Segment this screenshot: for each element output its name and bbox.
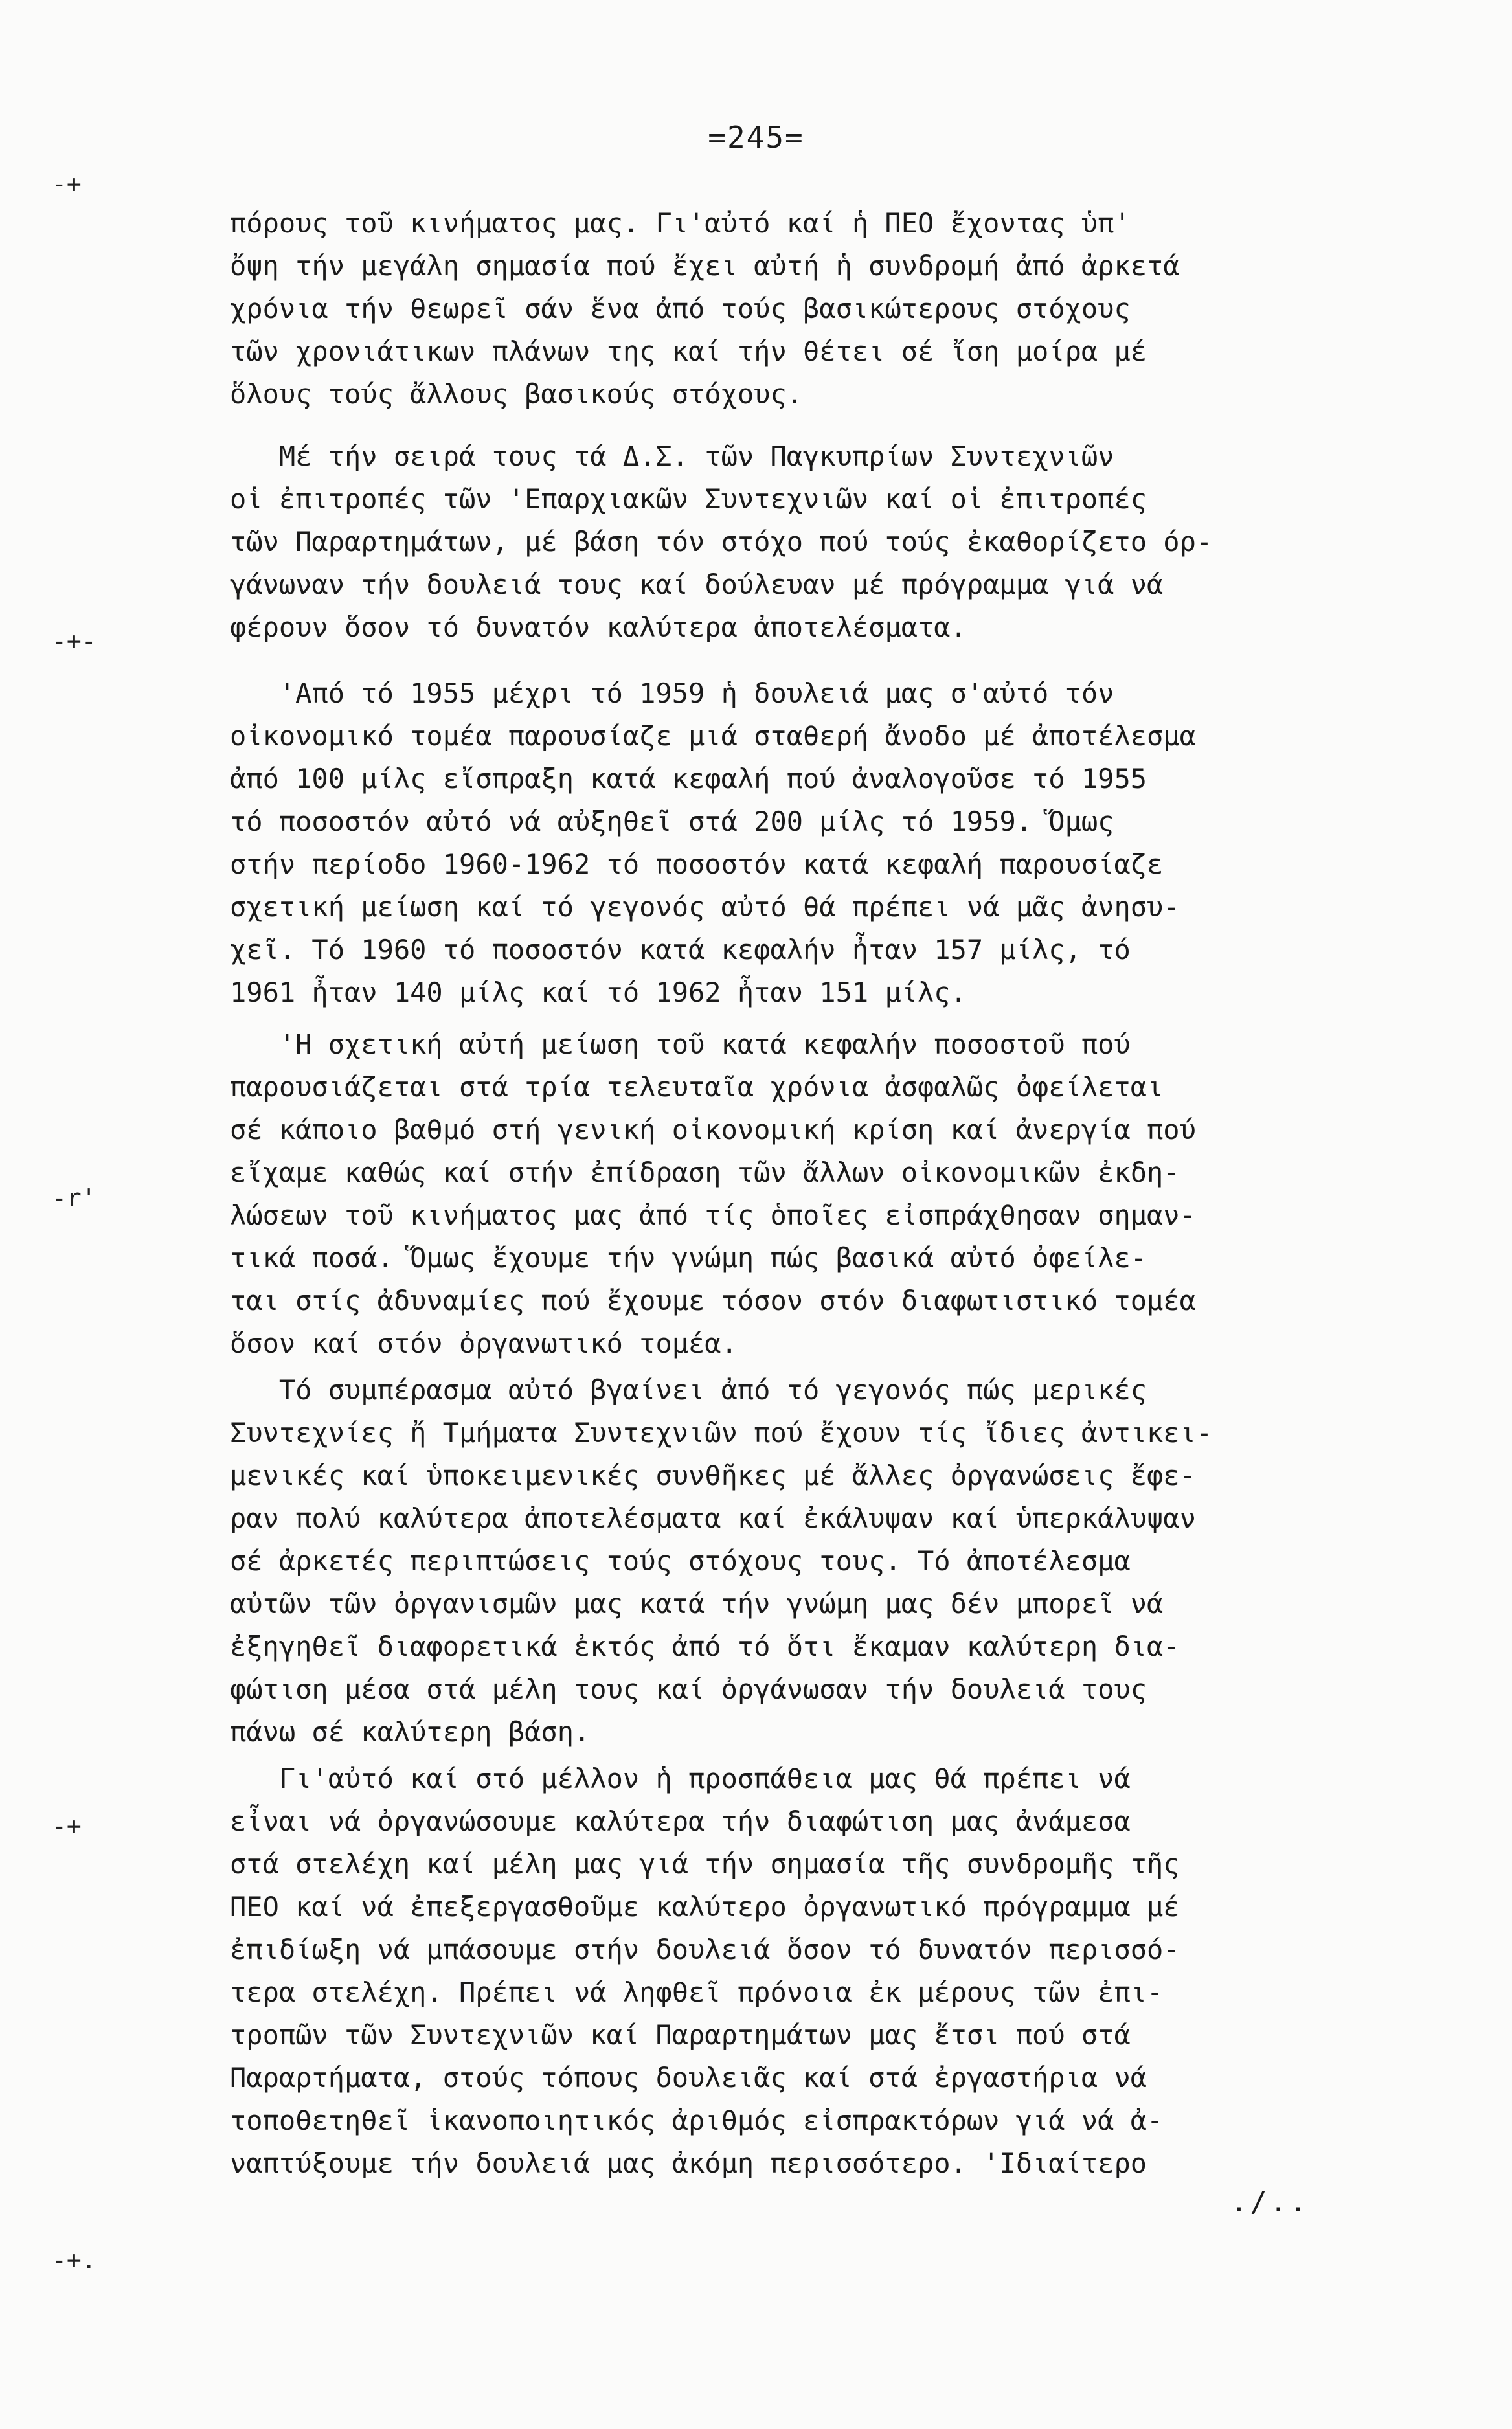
margin-mark: -+-: [52, 627, 96, 655]
paragraph: Μέ τήν σειρά τους τά Δ.Σ. τῶν Παγκυπρίων Συντεχνιῶν οἱ ἐπιτροπές τῶν 'Επαρχιακῶν Συντεχνιῶν καί οἱ ἐπιτροπές τῶν Παραρτημάτων, μέ βάση τόν στόχο πού τούς ἐκαθορίζετο όρ- γάνωναν τήν δουλειά τους καί δούλευαν μέ πρόγραμμα γιά νά φέρουν ὅσον τό δυνατόν καλύτερα ἀποτελέσματα.: [230, 440, 1213, 643]
paragraph: πόρους τοῦ κινήματος μας. Γι'αὐτό καί ἡ ΠΕΟ ἔχοντας ὑπ' ὄψη τήν μεγάλη σημασία πού ἔχει αὐτή ἡ συνδρομή ἀπό ἀρκετά χρόνια τήν θεωρεῖ σάν ἕνα ἀπό τούς βασικώτερους στόχους τῶν χρονιάτικων πλάνων της καί τήν θέτει σέ ἴση μοίρα μέ ὅλους τούς ἄλλους βασικούς στόχους.: [230, 207, 1180, 410]
page-number: =245=: [708, 120, 804, 155]
continuation-mark: ./..: [1230, 2186, 1309, 2219]
margin-mark: -+: [52, 1812, 82, 1840]
paragraph: Τό συμπέρασμα αὐτό βγαίνει ἀπό τό γεγονός πώς μερικές Συντεχνίες ἤ Τμήματα Συντεχνιῶν πού ἔχουν τίς ἴδιες ἀντικει- μενικές καί ὑποκειμενικές συνθῆκες μέ ἄλλες ὀργανώσεις ἔφε- ραν πολύ καλύτερα ἀποτελέσματα καί ἐκάλυψαν καί ὑπερκάλυψαν σέ ἀρκετές περιπτώσεις τούς στόχους τους. Τό ἀποτέλεσμα αὐτῶν τῶν ὀργανισμῶν μας κατά τήν γνώμη μας δέν μπορεῖ νά ἐξηγηθεῖ διαφορετικά ἐκτός ἀπό τό ὅτι ἔκαμαν καλύτερη δια- φώτιση μέσα στά μέλη τους καί ὀργάνωσαν τήν δουλειά τους πάνω σέ καλύτερη βάση.: [230, 1374, 1213, 1748]
margin-mark: -r': [52, 1184, 96, 1212]
paragraph: 'Η σχετική αὐτή μείωση τοῦ κατά κεφαλήν ποσοστοῦ πού παρουσιάζεται στά τρία τελευταῖα χρόνια ἀσφαλῶς ὀφείλεται σέ κάποιο βαθμό στή γενική οἰκονομική κρίση καί ἀνεργία πού εἴχαμε καθώς καί στήν ἐπίδραση τῶν ἄλλων οἰκονομικῶν ἐκδη- λώσεων τοῦ κινήματος μας ἀπό τίς ὁποῖες εἰσπράχθησαν σημαν- τικά ποσά. Ὅμως ἔχουμε τήν γνώμη πώς βασικά αὐτό ὀφείλε- ται στίς ἀδυναμίες πού ἔχουμε τόσον στόν διαφωτιστικό τομέα ὅσον καί στόν ὀργανωτικό τομέα.: [230, 1028, 1196, 1359]
paragraph: 'Από τό 1955 μέχρι τό 1959 ἡ δουλειά μας σ'αὐτό τόν οἰκονομικό τομέα παρουσίαζε μιά σταθερή ἄνοδο μέ ἀποτέλεσμα ἀπό 100 μίλς εἴσπραξη κατά κεφαλή πού ἀναλογοῦσε τό 1955 τό ποσοστόν αὐτό νά αὐξηθεῖ στά 200 μίλς τό 1959. Ὅμως στήν περίοδο 1960-1962 τό ποσοστόν κατά κεφαλή παρουσίαζε σχετική μείωση καί τό γεγονός αὐτό θά πρέπει νά μᾶς ἀνησυ- χεῖ. Τό 1960 τό ποσοστόν κατά κεφαλήν ἦταν 157 μίλς, τό 1961 ἦταν 140 μίλς καί τό 1962 ἦταν 151 μίλς.: [230, 677, 1196, 1008]
margin-mark: -+: [52, 170, 82, 198]
paragraph: Γι'αὐτό καί στό μέλλον ἡ προσπάθεια μας θά πρέπει νά εἶναι νά ὀργανώσουμε καλύτερα τήν διαφώτιση μας ἀνάμεσα στά στελέχη καί μέλη μας γιά τήν σημασία τῆς συνδρομῆς τῆς ΠΕΟ καί νά ἐπεξεργασθοῦμε καλύτερο ὀργανωτικό πρόγραμμα μέ ἐπιδίωξη νά μπάσουμε στήν δουλειά ὅσον τό δυνατόν περισσό- τερα στελέχη. Πρέπει νά ληφθεῖ πρόνοια ἐκ μέρους τῶν ἐπι- τροπῶν τῶν Συντεχνιῶν καί Παραρτημάτων μας ἔτσι πού στά Παραρτήματα, στούς τόπους δουλειᾶς καί στά ἐργαστήρια νά τοποθετηθεῖ ἱκανοποιητικός ἀριθμός εἰσπρακτόρων γιά νά ἀ- ναπτύξουμε τήν δουλειά μας ἀκόμη περισσότερο. 'Ιδιαίτερο: [230, 1763, 1180, 2179]
margin-mark: -+.: [52, 2246, 96, 2274]
